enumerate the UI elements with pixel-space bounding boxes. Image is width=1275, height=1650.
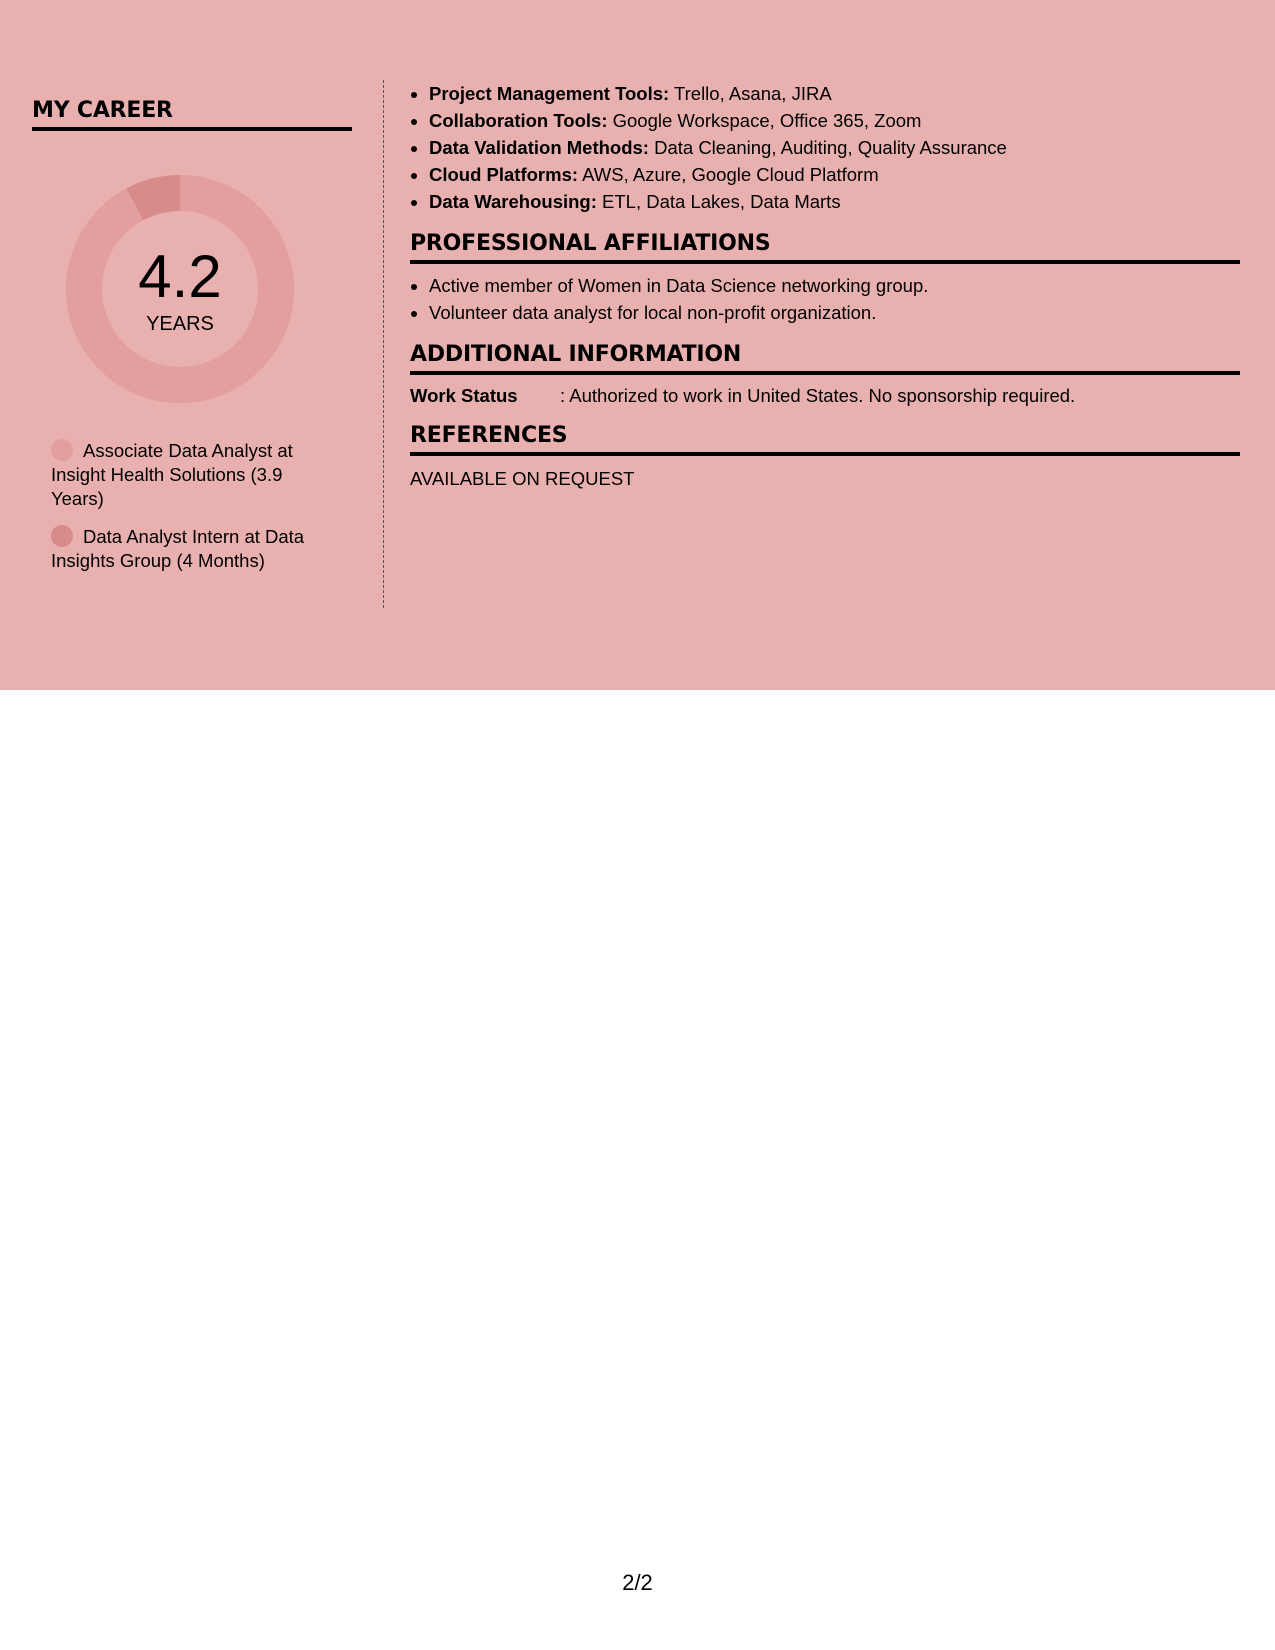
skill-value: Trello, Asana, JIRA xyxy=(669,83,832,104)
skill-value: ETL, Data Lakes, Data Marts xyxy=(596,191,841,212)
career-total-value: 4.2 xyxy=(138,243,222,310)
legend-item xyxy=(51,525,321,573)
career-donut-chart xyxy=(66,175,294,403)
legend-label: Data Analyst Intern at Data Insights Group (4 Months) xyxy=(51,526,305,571)
list-item: • Active member of Women in Data Science networking group. xyxy=(429,272,1240,299)
skill-label: Collaboration Tools: xyxy=(429,110,608,131)
list-item xyxy=(429,161,1240,188)
affiliations-list xyxy=(410,272,1240,326)
list-item xyxy=(429,188,1240,215)
work-status-row xyxy=(410,385,1240,407)
work-status-value: : Authorized to work in United States. No sponsorship required. xyxy=(560,385,1076,406)
career-legend xyxy=(51,439,321,573)
list-item xyxy=(429,107,1240,134)
career-column xyxy=(32,80,352,587)
skill-value: AWS, Azure, Google Cloud Platform xyxy=(578,164,879,185)
work-status-label: Work Status xyxy=(410,385,518,406)
list-item: • Volunteer data analyst for local non-profit organization. xyxy=(429,299,1240,326)
references-title: REFERENCES xyxy=(410,423,1240,456)
page-number: 2/2 xyxy=(622,1570,653,1595)
affiliations-title: PROFESSIONAL AFFILIATIONS xyxy=(410,231,1240,264)
skill-label: Data Validation Methods: xyxy=(429,137,649,158)
career-title: MY CAREER xyxy=(32,98,352,131)
legend-label: Associate Data Analyst at Insight Health Solutions (3.9 Years) xyxy=(51,440,293,509)
career-total-unit: YEARS xyxy=(146,313,214,335)
donut-segment-intern xyxy=(135,193,180,204)
additional-info-title: ADDITIONAL INFORMATION xyxy=(410,342,1240,375)
column-divider xyxy=(383,80,384,608)
legend-dot xyxy=(51,439,73,461)
legend-item xyxy=(51,439,321,511)
details-column xyxy=(410,80,1240,490)
list-item xyxy=(429,134,1240,161)
skill-label: Data Warehousing: xyxy=(429,191,597,212)
skill-label: Cloud Platforms: xyxy=(429,164,579,185)
skill-value: Google Workspace, Office 365, Zoom xyxy=(607,110,922,131)
list-item xyxy=(429,80,1240,107)
skills-list xyxy=(410,80,1240,215)
legend-dot xyxy=(51,525,73,547)
skill-label: Project Management Tools: xyxy=(429,83,670,104)
skill-value: Data Cleaning, Auditing, Quality Assurance xyxy=(648,137,1007,158)
references-text: AVAILABLE ON REQUEST xyxy=(410,468,635,489)
